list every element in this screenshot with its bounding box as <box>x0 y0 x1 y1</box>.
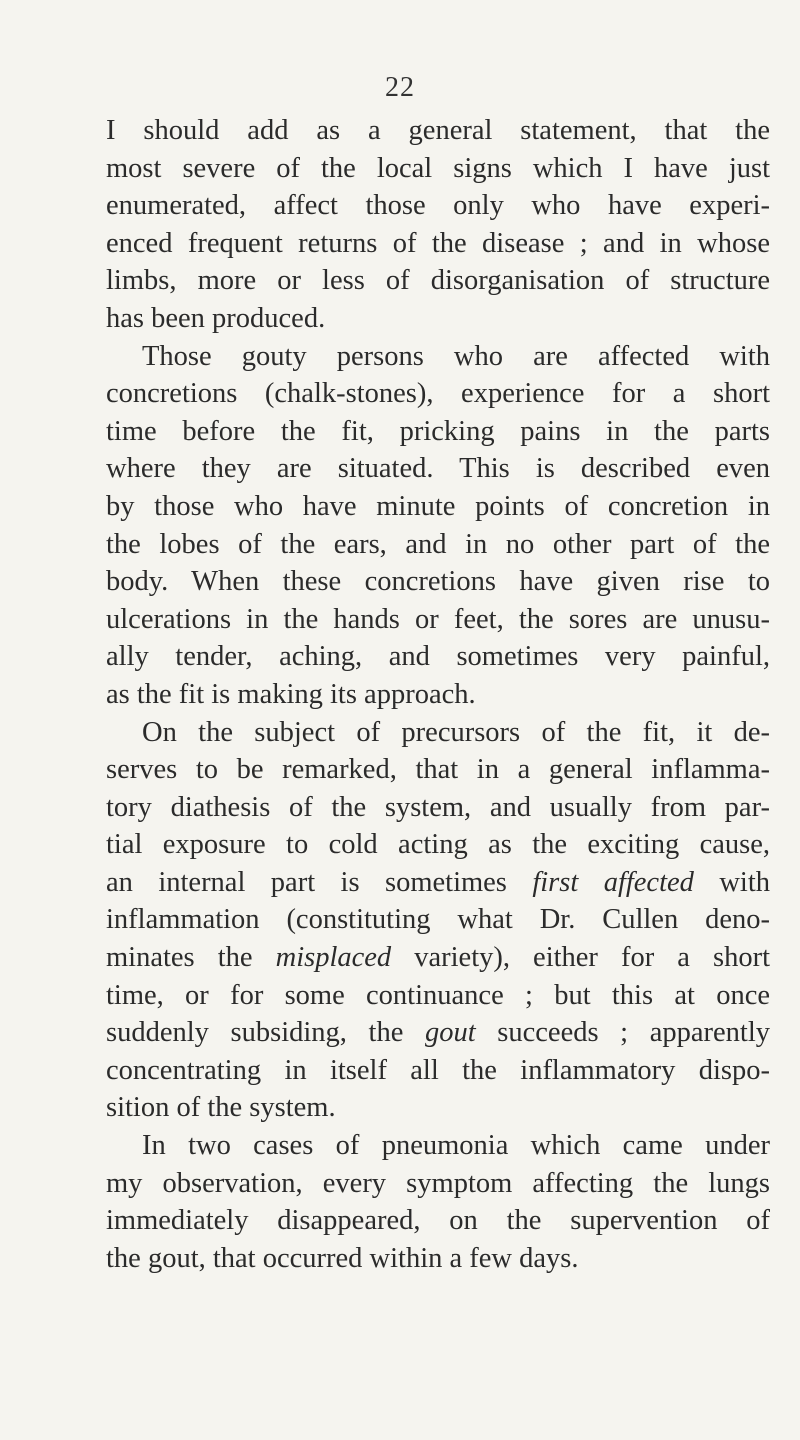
text-line <box>106 1014 770 1052</box>
text-line: time before the fit, pricking pains in the parts <box>106 415 770 447</box>
text-line: tial exposure to cold acting as the exciting cause, <box>106 829 770 861</box>
text-line: tory diathesis of the system, and usually from par- <box>106 791 770 823</box>
italic-emphasis: first affected <box>532 866 694 898</box>
text-line: concentrating in itself all the inflammatory dispo- <box>106 1054 770 1086</box>
text-line: inflammation (constituting what Dr. Cullen deno- <box>106 904 770 936</box>
text-line <box>106 864 770 902</box>
text-line <box>106 939 770 977</box>
text-line: limbs, more or less of disorganisation of structure <box>106 265 770 297</box>
text-segment: variety), either for a short <box>391 942 771 974</box>
text-line: by those who have minute points of concretion in <box>106 490 770 522</box>
text-line: body. When these concretions have given rise to <box>106 566 770 598</box>
text-line: In two cases of pneumonia which came under <box>142 1130 770 1162</box>
text-line: where they are situated. This is described even <box>106 453 770 485</box>
page-number: 22 <box>385 72 415 103</box>
text-line: I should add as a general statement, that the <box>106 115 770 146</box>
paragraph <box>106 338 770 714</box>
text-line: concretions (chalk-stones), experience for a short <box>106 378 770 410</box>
text-segment: suddenly subsiding, the <box>106 1017 425 1049</box>
text-line: immediately disappeared, on the supervention of <box>106 1205 770 1237</box>
text-line: most severe of the local signs which I have just <box>106 152 770 184</box>
text-line: ulcerations in the hands or feet, the sores are unusu- <box>106 603 770 635</box>
text-line: the gout, that occurred within a few days. <box>106 1242 579 1274</box>
text-line: serves to be remarked, that in a general inflamma- <box>106 754 770 786</box>
text-line: the lobes of the ears, and in no other part of the <box>106 528 770 560</box>
text-line: sition of the system. <box>106 1092 336 1124</box>
text-line: time, or for some continuance ; but this at once <box>106 979 770 1011</box>
text-segment: succeeds ; apparently <box>475 1017 770 1049</box>
text-line: On the subject of precursors of the fit, it de- <box>142 716 770 748</box>
text-line: Those gouty persons who are affected with <box>142 340 770 372</box>
italic-emphasis: misplaced <box>275 942 392 974</box>
text-line: enced frequent returns of the disease ; and in whose <box>106 227 770 259</box>
text-line: as the fit is making its approach. <box>106 678 476 710</box>
paragraph <box>106 112 770 338</box>
text-line: has been produced. <box>106 302 326 334</box>
text-line: enumerated, affect those only who have experi- <box>106 190 770 222</box>
paragraph <box>106 1127 770 1277</box>
text-line: ally tender, aching, and sometimes very painful, <box>106 641 770 673</box>
italic-emphasis: gout <box>424 1017 476 1049</box>
text-segment: minates the <box>106 942 276 974</box>
text-segment: an internal part is sometimes <box>106 866 533 898</box>
text-line: my observation, every symptom affecting the lungs <box>106 1167 770 1199</box>
text-segment: with <box>693 866 771 898</box>
body-text <box>106 112 770 1277</box>
paragraph <box>106 714 770 1128</box>
